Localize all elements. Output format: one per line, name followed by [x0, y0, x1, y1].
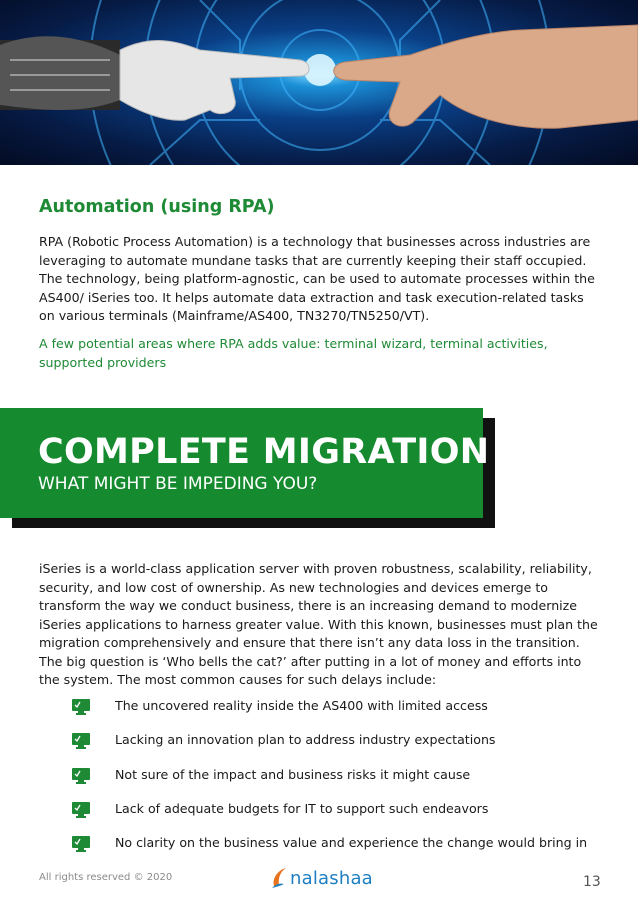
monitor-check-icon [72, 699, 90, 715]
list-item [72, 697, 587, 731]
monitor-check-icon [72, 802, 90, 818]
list-item [72, 800, 587, 834]
list-item [72, 766, 587, 800]
list-item-text: Not sure of the impact and business risks it might cause [115, 766, 471, 782]
list-item [72, 834, 587, 868]
iseries-paragraph: iSeries is a world-class application server with proven robustness, scalability, reliability, security, and low cost of ownership. As new technologies and devices emerge to transform the way we conduct business, there is an increasing demand to modernize iSeries applications to harness greater value. With this known, businesses must plan the migration comprehensively and ensure that there isn’t any data loss in the transition. The big question is ‘Who bells the cat?’ after putting in a lot of money and efforts into the system. The most common causes for such delays include: [39, 561, 598, 687]
copyright: All rights reserved © 2020 [39, 872, 173, 883]
list-item-text: The uncovered reality inside the AS400 with limited access [115, 698, 488, 713]
page-number: 13 [583, 874, 601, 890]
rpa-paragraph: RPA (Robotic Process Automation) is a technology that businesses across industries are leveraging to automate mundane tasks that are currently keeping their staff occupied. The technology, being platform-agnostic, can be used to automate processes within the AS400/ iSeries too. It helps automate data extraction and task execution-related tasks on various terminals (Mainframe/AS400, TN3270/TN5250/VT). [39, 234, 595, 323]
section-title: Automation (using RPA) [39, 197, 275, 217]
hero-image [0, 0, 638, 165]
logo-text: nalashaa [290, 867, 373, 889]
nalashaa-logo-mark-icon [270, 866, 288, 890]
causes-list [72, 697, 587, 868]
list-item [72, 731, 587, 765]
banner-subtitle: WHAT MIGHT BE IMPEDING YOU? [38, 474, 318, 494]
monitor-check-icon [72, 768, 90, 784]
list-item-text: Lack of adequate budgets for IT to support such endeavors [115, 800, 489, 816]
list-item-text: Lacking an innovation plan to address industry expectations [115, 732, 496, 748]
monitor-check-icon [72, 733, 90, 749]
banner-title: COMPLETE MIGRATION [38, 432, 490, 472]
nalashaa-logo [270, 866, 373, 890]
list-item-text: No clarity on the business value and experience the change would bring in [115, 835, 588, 851]
rpa-value-areas: A few potential areas where RPA adds value: terminal wizard, terminal activities, supported providers [39, 336, 548, 370]
monitor-check-icon [72, 836, 90, 852]
